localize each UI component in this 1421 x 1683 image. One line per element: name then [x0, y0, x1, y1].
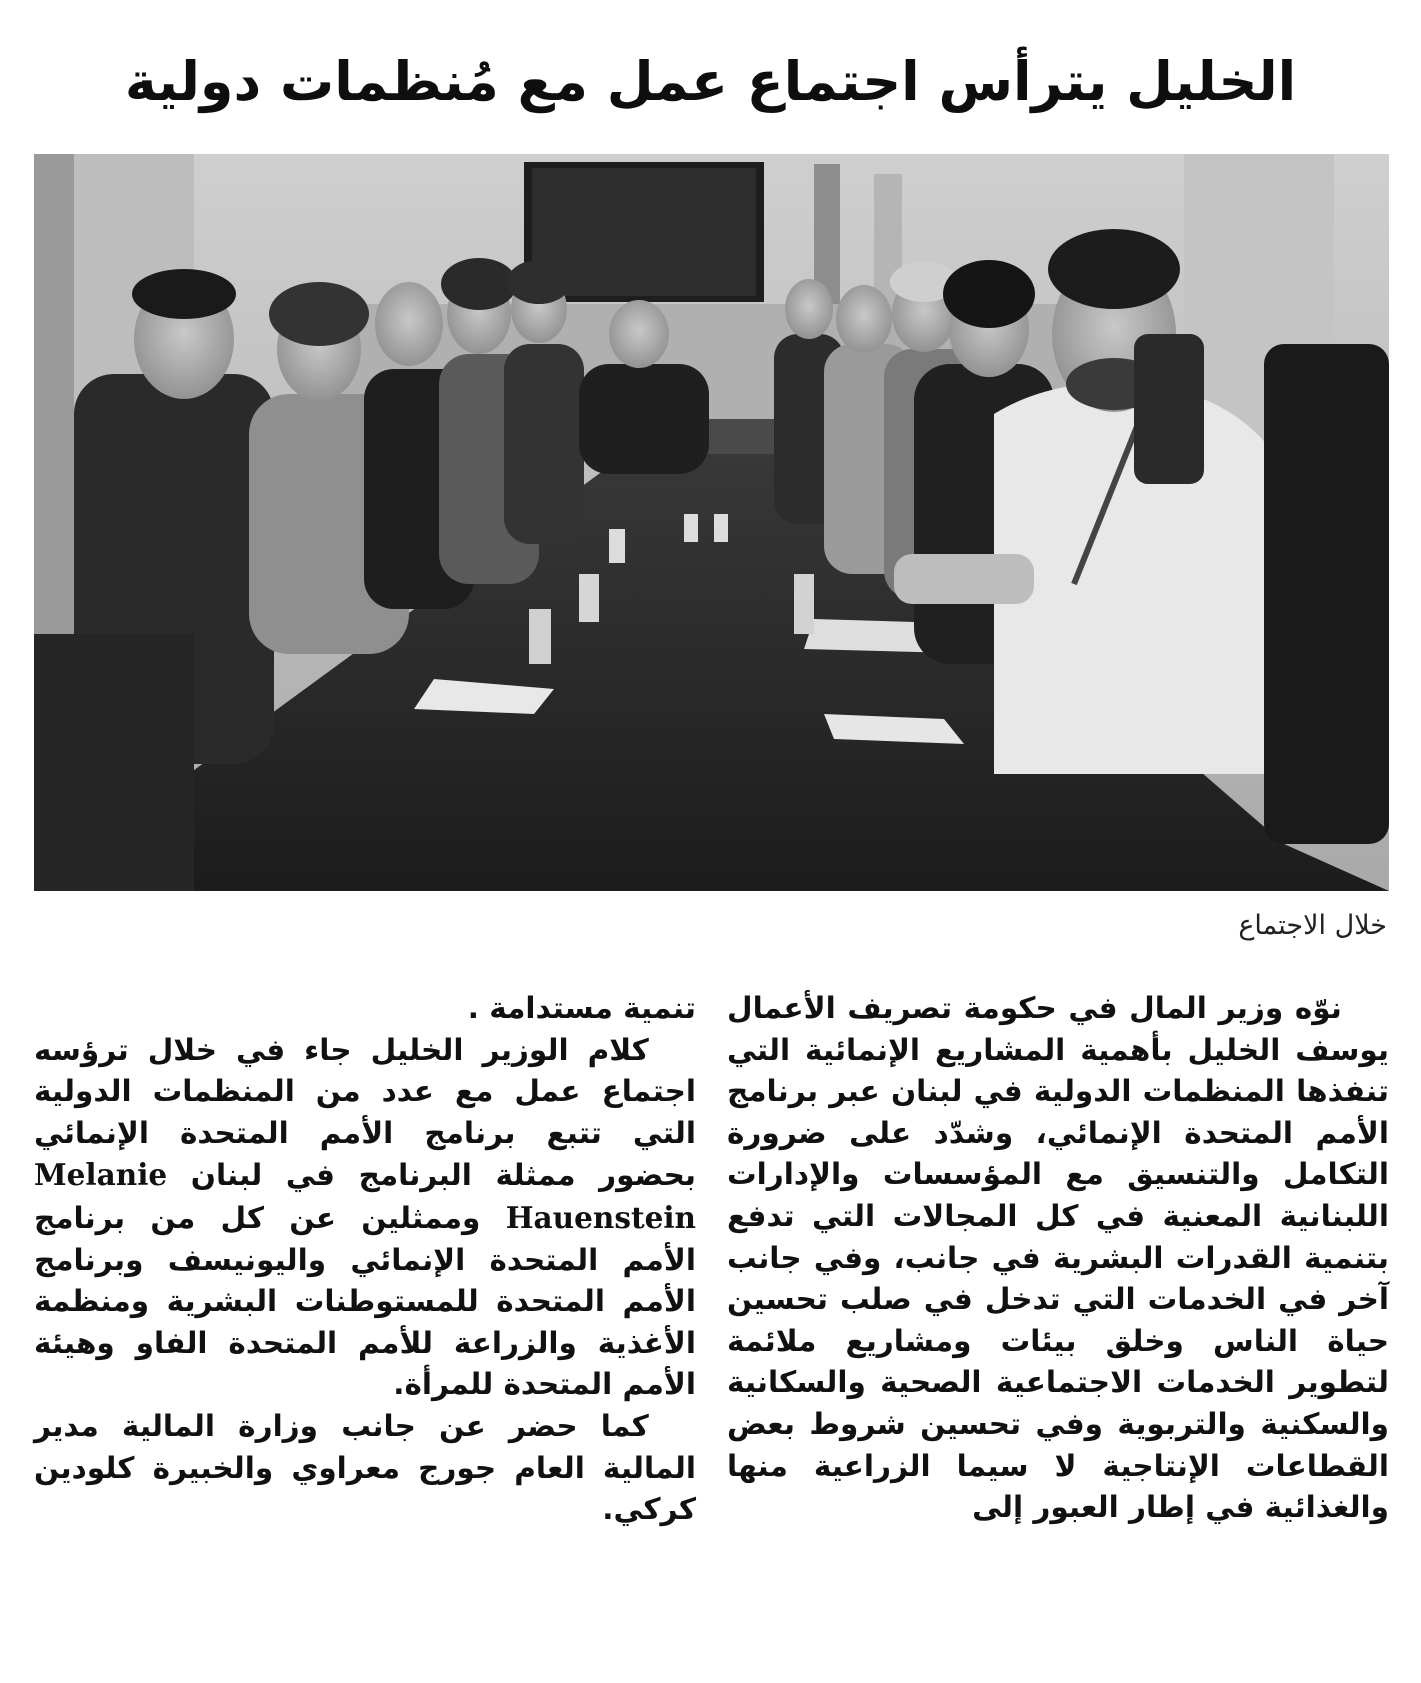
- article-paragraph: كما حضر عن جانب وزارة المالية مدير المالية العام جورج معراوي والخبيرة كلودين كركي.: [34, 1408, 696, 1527]
- article-headline: الخليل يترأس اجتماع عمل مع مُنظمات دولية: [124, 50, 1297, 113]
- paragraph-text: كلام الوزير الخليل جاء في خلال ترؤسه اجتماع عمل مع عدد من المنظمات الدولية التي تتبع برنامج الأمم المتحدة الإنمائي بحضور ممثلة البرنامج في لبنان: [34, 1032, 696, 1193]
- article-paragraph: [34, 1030, 696, 1406]
- meeting-photo: [34, 154, 1389, 891]
- article-column-left: [34, 988, 696, 1531]
- paragraph-text: وممثلين عن كل من برنامج الأمم المتحدة الإنمائي واليونيسف وبرنامج الأمم المتحدة للمستوطنات البشرية ومنظمة الأغذية والزراعة للأمم المتحدة الفاو وهيئة الأمم المتحدة للمرأة.: [34, 1200, 696, 1402]
- article-column-right: [727, 988, 1389, 1529]
- article-paragraph: نوّه وزير المال في حكومة تصريف الأعمال يوسف الخليل بأهمية المشاريع الإنمائية التي تنفذها المنظمات الدولية في لبنان عبر برنامج الأمم المتحدة الإنمائي، وشدّد على ضرورة التكامل والتنسيق مع المؤسسات والإدارات اللبنانية المعنية في كل المجالات التي تدفع بتنمية القدرات البشرية في جانب، وفي جانب آخر في الخدمات التي تدخل في صلب تحسين حياة الناس وخلق بيئات ومشاريع ملائمة لتطوير الخدمات الاجتماعية الصحية والسكانية والسكنية والتربوية وفي تحسين شروط بعض القطاعات الإنتاجية لا سيما الزراعية منها والغذائية في إطار العبور إلى: [727, 991, 1389, 1525]
- person-name-latin: Melanie Hauenstein: [34, 1157, 696, 1235]
- photo-caption: خلال الاجتماع: [1238, 910, 1387, 941]
- article-paragraph-continuation: تنمية مستدامة .: [467, 991, 696, 1025]
